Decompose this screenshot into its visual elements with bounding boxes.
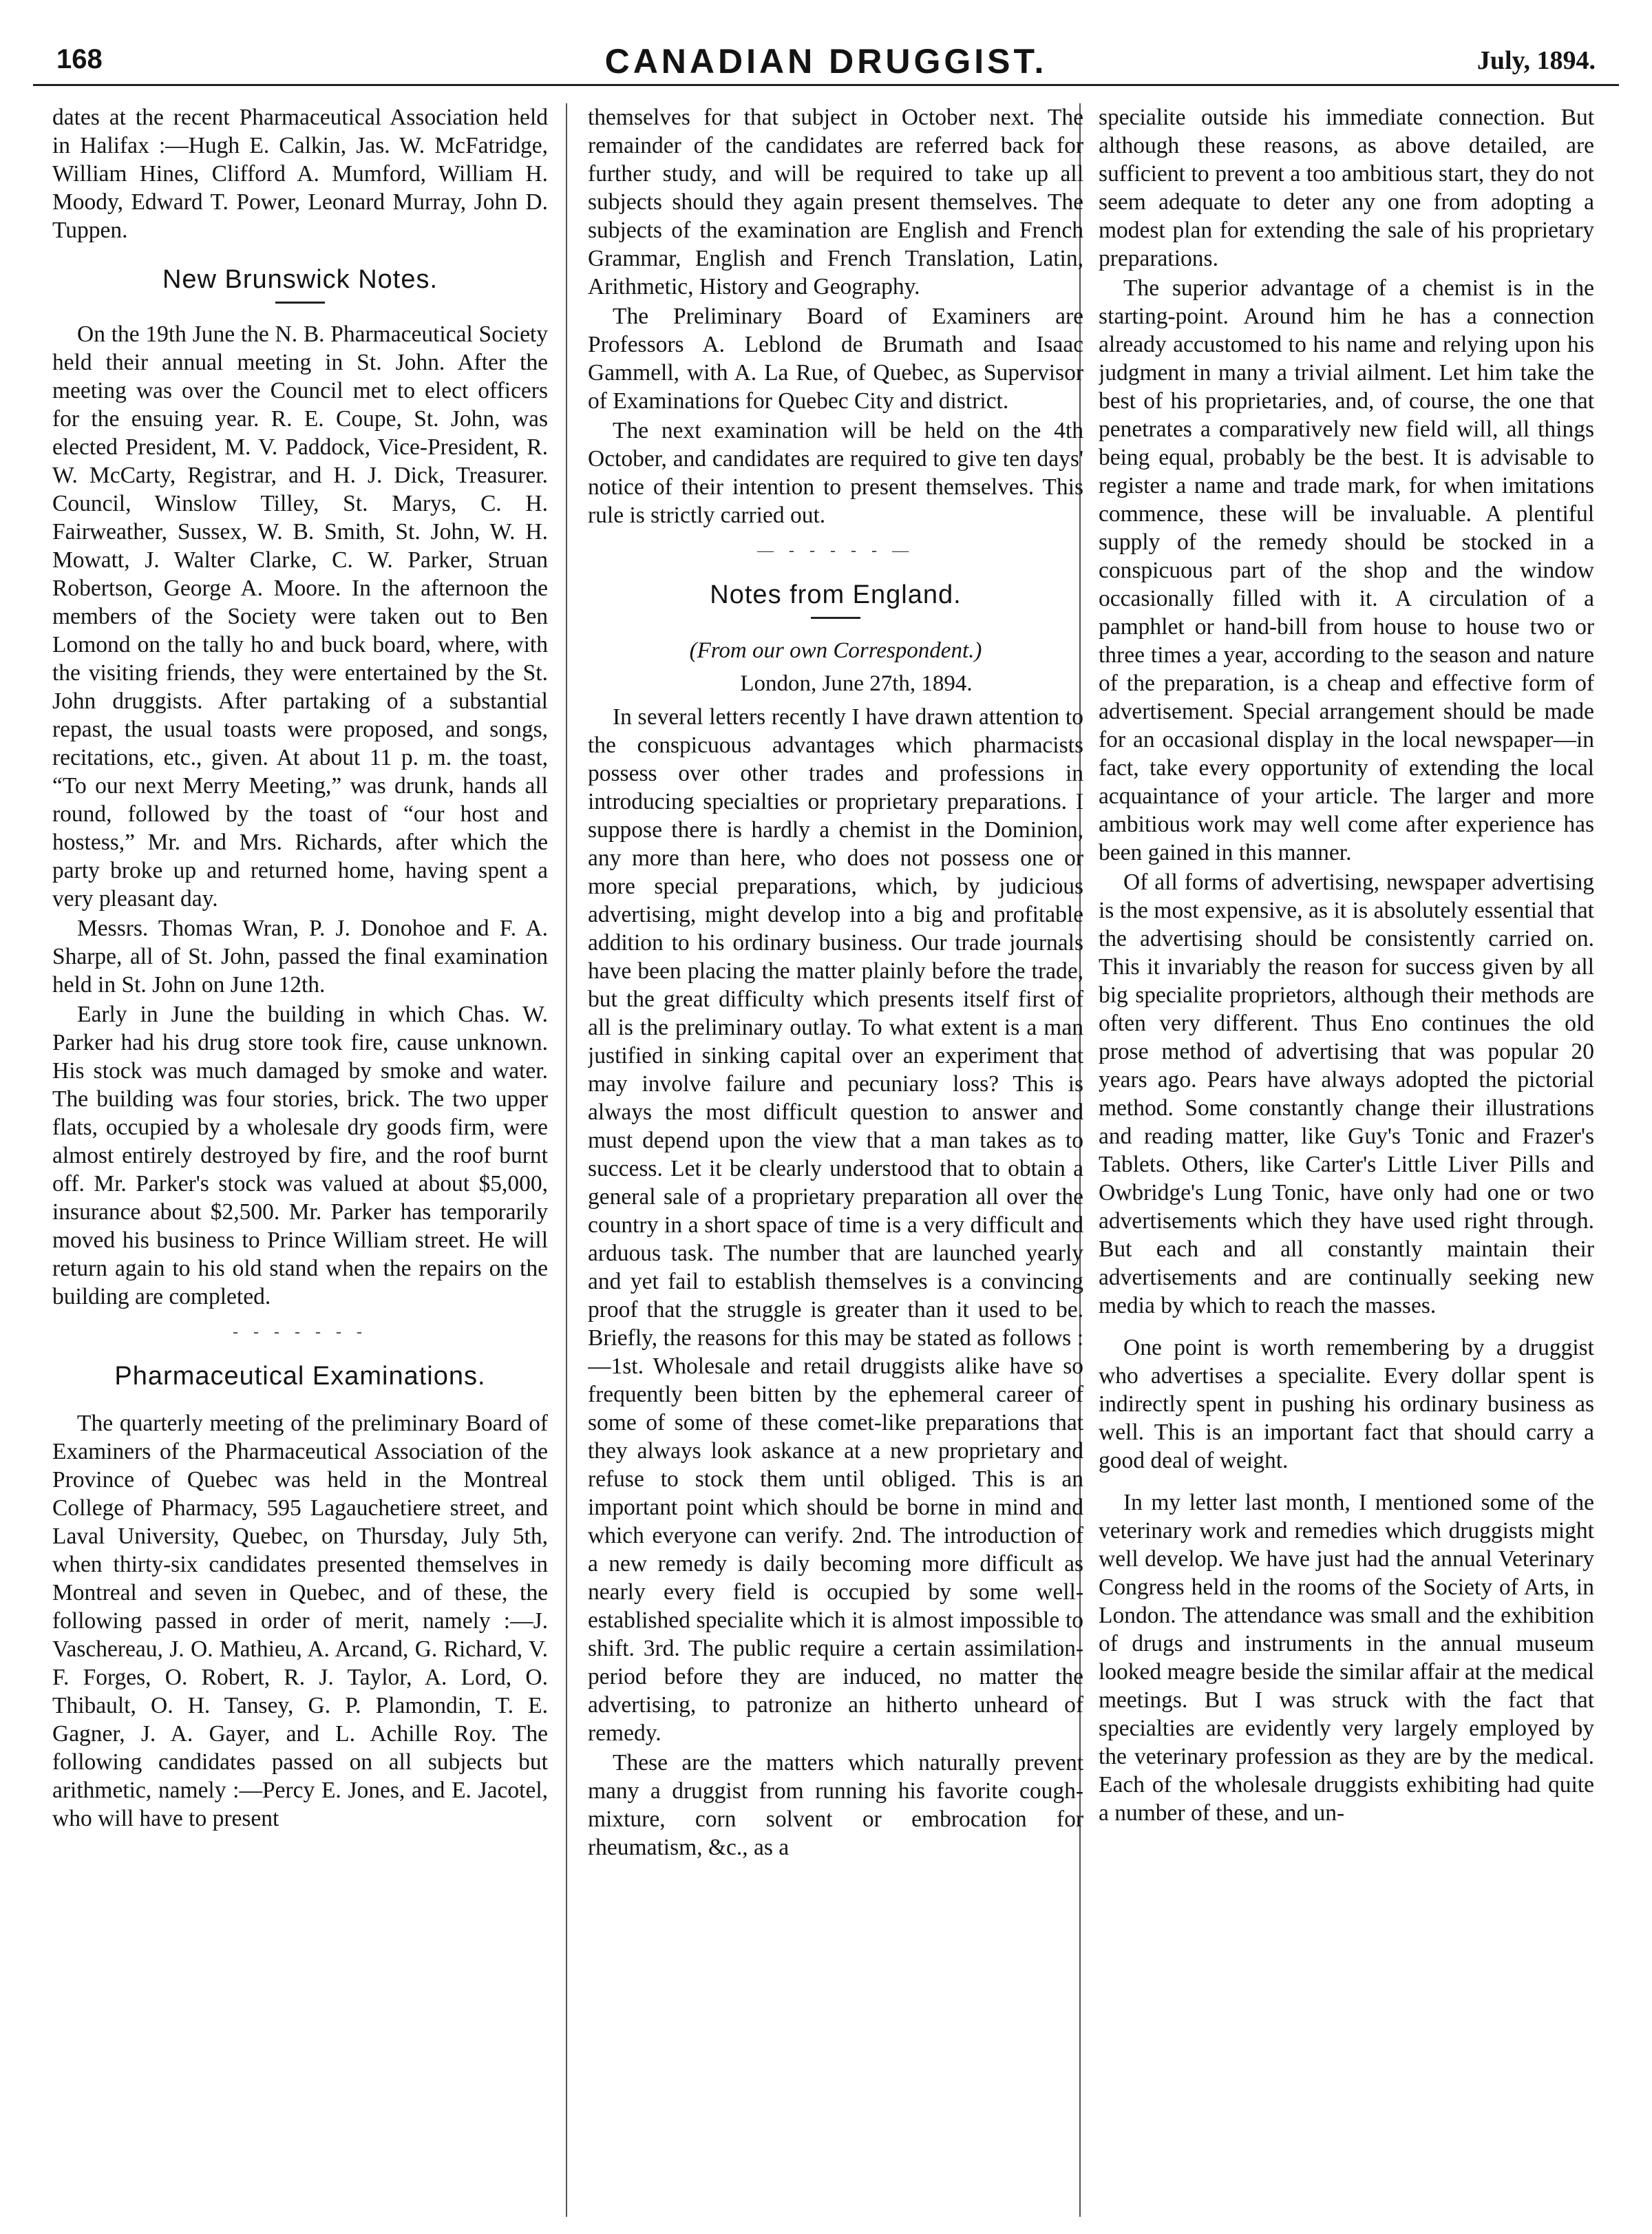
article-paragraph: One point is worth remembering by a druggist who advertises a specialite. Every dollar spent is indirectly spent in pushing his ordinary business as well. This is an important fact that should carry a good deal of weight. [1099, 1335, 1594, 1473]
article-paragraph: specialite outside his immediate connection. But although these reasons, as above detailed, are sufficient to prevent a too ambitious start, they do not seem adequate to deter any one from adopting a modest plan for extending the sale of his proprietary preparations. [1099, 105, 1594, 271]
heading-rule [811, 617, 860, 619]
column-3 [1099, 103, 1594, 2217]
article-paragraph: In my letter last month, I mentioned some of the veterinary work and remedies which druggists might well develop. We have just had the annual Veterinary Congress held in the rooms of the Society of Arts, in London. The attendance was small and the exhibition of drugs and instruments in the annual museum looked meagre beside the similar affair at the medical meetings. But I was struck with the fact that specialties are evidently very largely employed by the veterinary profession as they are by the medical. Each of the wholesale druggists exhibiting had quite a number of these, and un- [1099, 1490, 1594, 1826]
section-separator: - - - - - - - [233, 1323, 368, 1341]
journal-title: CANADIAN DRUGGIST. [604, 42, 1048, 81]
article-paragraph: themselves for that subject in October next. The remainder of the candidates are referred back for further study, and will be required to take up all subjects should they again present themselves. The subjects of the examination are English and French Grammar, English and French Translation, Latin, Arithmetic, History and Geography. [588, 105, 1083, 299]
article-paragraph: Messrs. Thomas Wran, P. J. Donohoe and F. A. Sharpe, all of St. John, passed the final examination held in St. John on June 12th. [52, 916, 548, 998]
dateline: London, June 27th, 1894. [740, 671, 973, 696]
section-heading-pharmaceutical-examinations: Pharmaceutical Examinations. [114, 1362, 486, 1391]
article-paragraph: The Preliminary Board of Examiners are Professors A. Leblond de Brumath and Isaac Gammell, with A. La Rue, of Quebec, as Supervisor of Examinations for Quebec City and district. [588, 304, 1083, 414]
article-paragraph: Of all forms of advertising, newspaper advertising is the most expensive, as it is absolutely essential that the advertising should be consistently carried on. This it invariably the reason for success given by all big specialite proprietors, although their methods are often very different. Thus Eno continues the old prose method of advertising that was popular 20 years ago. Pears have always adopted the pictorial method. Some constantly change their illustrations and reading matter, like Guy's Tonic and Frazer's Tablets. Others, like Carter's Little Liver Pills and Owbridge's Lung Tonic, have only had one or two advertisements which they have used right through. But each and all constantly maintain their advertisements and are continually seeking new media by which to reach the masses. [1099, 870, 1594, 1318]
page-number: 168 [56, 44, 103, 74]
article-paragraph: The quarterly meeting of the preliminary Board of Examiners of the Pharmaceutical Association of the Province of Quebec was held in the Montreal College of Pharmacy, 595 Lagauchetiere street, and Laval University, Quebec, on Thursday, July 5th, when thirty-six candidates presented themselves in Montreal and seven in Quebec, and of these, the following passed in order of merit, namely :—J. Vaschereau, J. O. Mathieu, A. Arcand, G. Richard, V. F. Forges, O. Robert, R. J. Taylor, A. Lord, O. Thibault, O. H. Tansey, G. P. Plamondin, T. E. Gagner, J. A. Gayer, and L. Achille Roy. The following candidates passed on all subjects but arithmetic, namely :—Percy E. Jones, and E. Jacotel, who will have to present [52, 1411, 548, 1831]
article-paragraph: The superior advantage of a chemist is in the starting-point. Around him he has a connection already accustomed to his name and relying upon his judgment in many a trivial ailment. Let him take the best of his proprietaries, and, of course, the one that penetrates a comparatively new field will, all things being equal, probably be the best. It is advisable to register a name and trade mark, for when imitations commence, these will be invaluable. A plentiful supply of the remedy should be stocked in a conspicuous part of the shop and the window occasionally filled with it. A circulation of a pamphlet or hand-bill from house to house two or three times a year, according to the season and nature of the preparation, is a cheap and effective form of advertisement. Special arrangement should be made for an occasional display in the local newspaper—in fact, take every opportunity of extending the local acquaintance of your article. The larger and more ambitious work may well come after experience has been gained in this manner. [1099, 275, 1594, 865]
page-header [33, 36, 1619, 86]
column-2 [588, 103, 1083, 2217]
article-paragraph: dates at the recent Pharmaceutical Association held in Halifax :—Hugh E. Calkin, Jas. W. McFatridge, William Hines, Clifford A. Mumford, William H. Moody, Edward T. Power, Leonard Murray, John D. Tuppen. [52, 105, 548, 243]
column-1 [52, 103, 548, 2217]
section-heading-notes-from-england: Notes from England. [710, 580, 962, 609]
article-paragraph: In several letters recently I have drawn attention to the conspicuous advantages which pharmacists possess over other trades and professions in introducing specialties or proprietary preparations. I suppose there is hardly a chemist in the Dominion, any more than here, who does not possess one or more special preparations, which, by judicious advertising, might develop into a big and profitable addition to his ordinary business. Our trade journals have been placing the matter plainly before the trade, but the great difficulty which presents itself first of all is the preliminary outlay. To what extent is a man justified in sinking capital over an experiment that may involve failure and pecuniary loss? This is always the most difficult question to answer and must depend upon the view that a man takes as to success. Let it be clearly understood that to obtain a general sale of a proprietary preparation all over the country in a short space of time is a very difficult and arduous task. The number that are launched yearly and yet fail to establish themselves is a convincing proof that the struggle is greater than it used to be. Briefly, the reasons for this may be stated as follows :—1st. Wholesale and retail druggists alike have so frequently been bitten by the ephemeral career of some of some of these comet-like preparations that they always look askance at a new proprietary and refuse to stock them until obliged. This is an important point which should be borne in mind and which everyone can verify. 2nd. The introduction of a new remedy is daily becoming more difficult as nearly every field is occupied by some well-established specialite which it is almost impossible to shift. 3rd. The public require a certain assimilation-period before they are induced, no matter the advertising, to patronize an hitherto unheard of remedy. [588, 704, 1083, 1746]
article-paragraph: Early in June the building in which Chas. W. Parker had his drug store took fire, cause unknown. His stock was much damaged by smoke and water. The building was four stories, brick. The two upper flats, occupied by a wholesale dry goods firm, were almost entirely destroyed by fire, and the roof burnt off. Mr. Parker's stock was valued at about $5,000, insurance about $2,500. Mr. Parker has temporarily moved his business to Prince William street. He will return again to his old stand when the repairs on the building are completed. [52, 1002, 548, 1309]
article-paragraph: These are the matters which naturally prevent many a druggist from running his favorite cough-mixture, corn solvent or embrocation for rheumatism, &c., as a [588, 1750, 1083, 1860]
issue-date: July, 1894. [1476, 46, 1596, 75]
correspondent-byline: (From our own Correspondent.) [689, 638, 982, 663]
section-heading-new-brunswick: New Brunswick Notes. [162, 265, 438, 294]
article-paragraph: The next examination will be held on the 4th October, and candidates are required to give ten days' notice of their intention to present themselves. This rule is strictly carried out. [588, 418, 1083, 528]
heading-rule [275, 302, 325, 304]
section-separator: — - - - - - — [757, 542, 914, 560]
column-divider [566, 103, 567, 2217]
article-paragraph: On the 19th June the N. B. Pharmaceutical Society held their annual meeting in St. John. After the meeting was over the Council met to elect officers for the ensuing year. R. E. Coupe, St. John, was elected President, M. V. Paddock, Vice-President, R. W. McCarty, Registrar, and H. J. Dick, Treasurer. Council, Winslow Tilley, St. Marys, C. H. Fairweather, Sussex, W. B. Smith, St. John, W. H. Mowatt, J. Walter Clarke, C. W. Parker, Struan Robertson, George A. Moore. In the afternoon the members of the Society were taken out to Ben Lomond on the tally ho and buck board, where, with the visiting friends, they were entertained by the St. John druggists. After partaking of a substantial repast, the usual toasts were proposed, and songs, recitations, etc., given. At about 11 p. m. the toast, “To our next Merry Meeting,” was drunk, hands all round, followed by the toast of “our host and hostess,” Mr. and Mrs. Richards, after which the party broke up and returned home, having spent a very pleasant day. [52, 322, 548, 911]
